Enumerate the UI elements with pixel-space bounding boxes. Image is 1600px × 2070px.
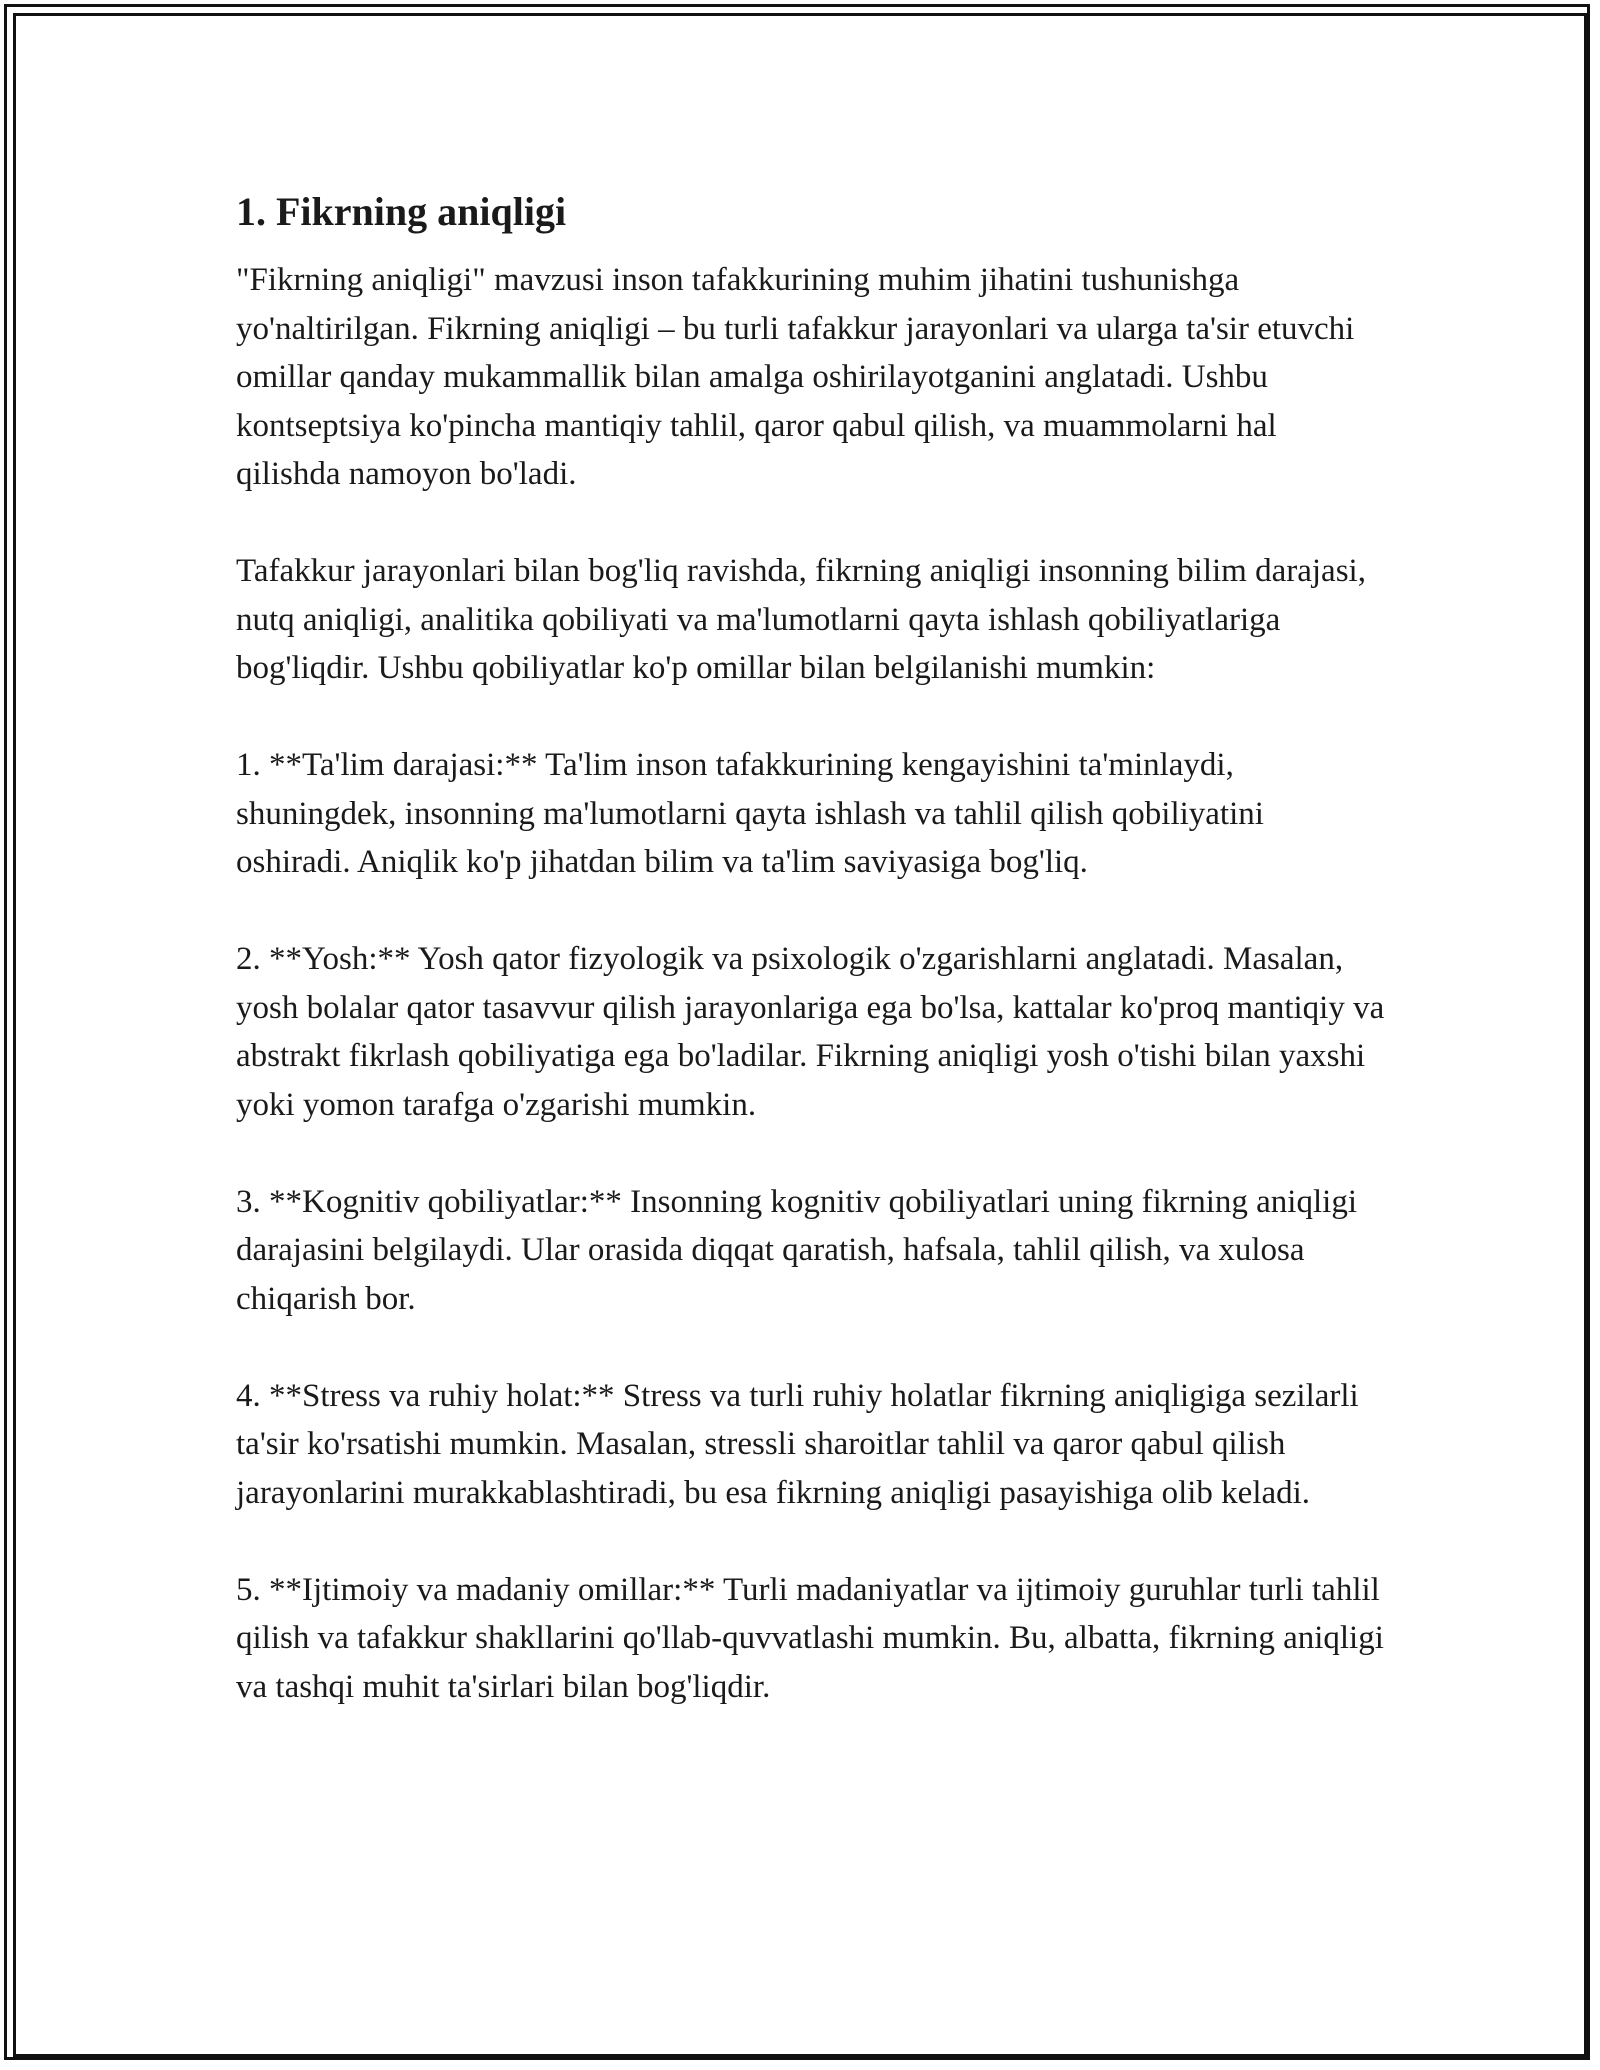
document-body [236, 186, 1386, 1760]
list-item-social: 5. **Ijtimoiy va madaniy omillar:** Turli madaniyatlar va ijtimoiy guruhlar turli tahlil qilish va tafakkur shakllarini qo'llab-quvvatlashi mumkin. Bu, albatta, fikrning aniqligi va tashqi muhit ta'sirlari bilan bog'liqdir. [236, 1571, 1384, 1705]
document-title: 1. Fikrning aniqligi [236, 189, 567, 234]
paragraph-intro: "Fikrning aniqligi" mavzusi inson tafakkurining muhim jihatini tushunishga yo'naltirilgan. Fikrning aniqligi – bu turli tafakkur jarayonlari va ularga ta'sir etuvchi omillar qanday mukammallik bilan amalga oshirilayotganini anglatadi. Ushbu kontseptsiya ko'pincha mantiqiy tahlil, qaror qabul qilish, va muammolarni hal qilishda namoyon bo'ladi. [236, 262, 1355, 492]
list-item-age: 2. **Yosh:** Yosh qator fizyologik va psixologik o'zgarishlarni anglatadi. Masalan, yosh bolalar qator tasavvur qilish jarayonlariga ega bo'lsa, kattalar ko'proq mantiqiy va abstrakt fikrlash qobiliyatiga ega bo'ladilar. Fikrning aniqligi yosh o'tishi bilan yaxshi yoki yomon tarafga o'zgarishi mumkin. [236, 941, 1385, 1123]
list-item-education: 1. **Ta'lim darajasi:** Ta'lim inson tafakkurining kengayishini ta'minlaydi, shuningdek, insonning ma'lumotlarni qayta ishlash va tahlil qilish qobiliyatini oshiradi. Aniqlik ko'p jihatdan bilim va ta'lim saviyasiga bog'liq. [236, 747, 1264, 880]
paragraph-factors: Tafakkur jarayonlari bilan bog'liq ravishda, fikrning aniqligi insonning bilim darajasi, nutq aniqligi, analitika qobiliyati va ma'lumotlarni qayta ishlash qobiliyatlariga bog'liqdir. Ushbu qobiliyatlar ko'p omillar bilan belgilanishi mumkin: [236, 553, 1366, 686]
list-item-cognitive: 3. **Kognitiv qobiliyatlar:** Insonning kognitiv qobiliyatlari uning fikrning aniqligi darajasini belgilaydi. Ular orasida diqqat qaratish, hafsala, tahlil qilish, va xulosa chiqarish bor. [236, 1183, 1357, 1317]
list-item-stress: 4. **Stress va ruhiy holat:** Stress va turli ruhiy holatlar fikrning aniqligiga sezilarli ta'sir ko'rsatishi mumkin. Masalan, stressli sharoitlar tahlil va qaror qabul qilish jarayonlarini murakkablashtiradi, bu esa fikrning aniqligi pasayishiga olib keladi. [236, 1377, 1359, 1511]
